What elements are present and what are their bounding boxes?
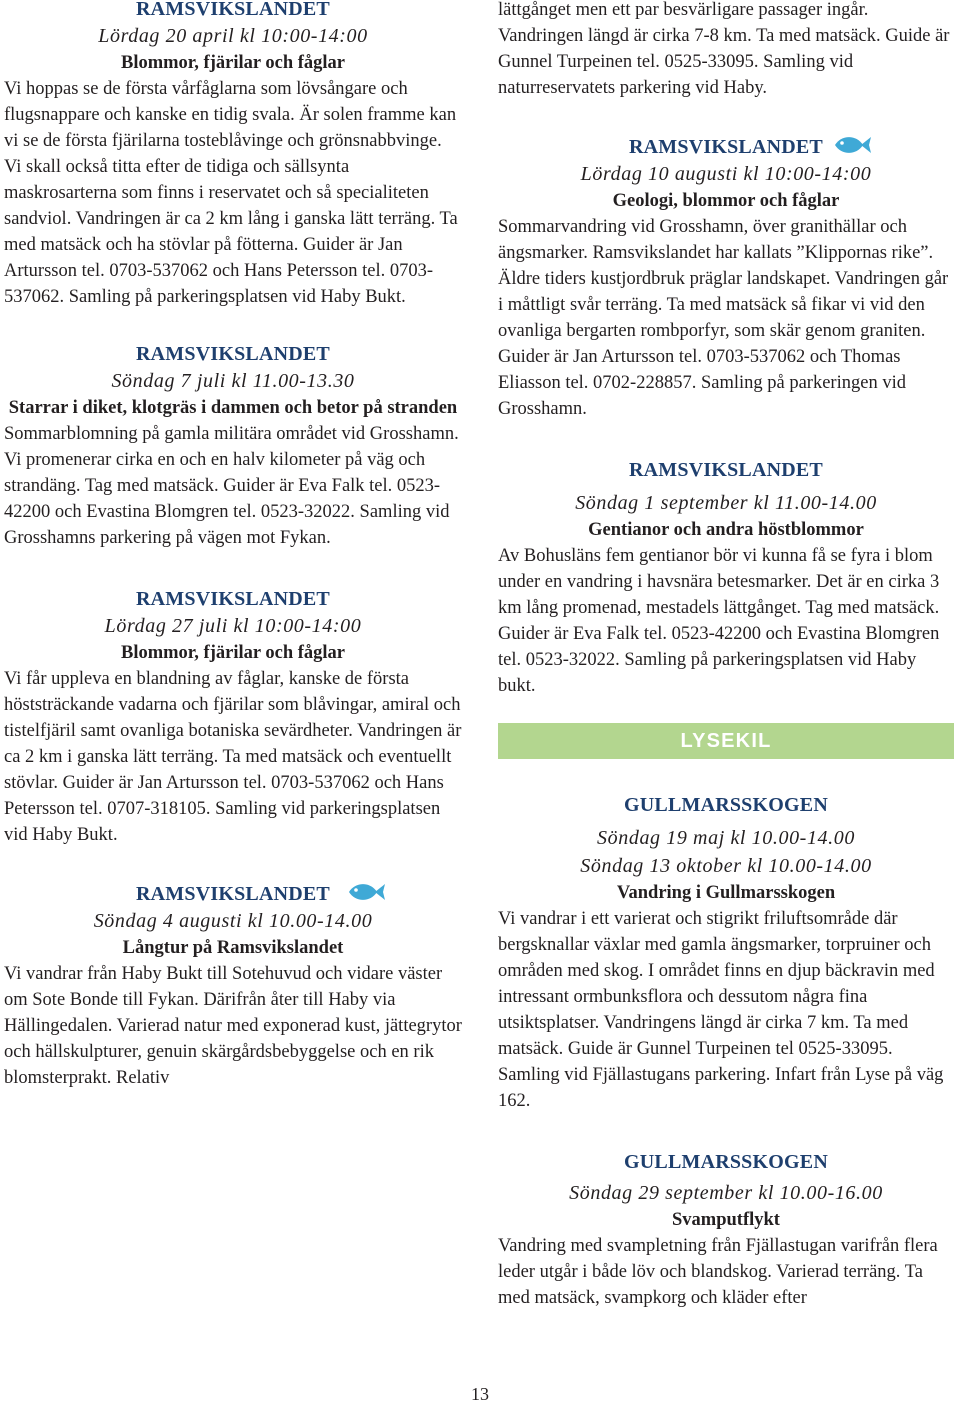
continued-text: lättgånget men ett par besvärligare passager ingår. Vandringen längd är cirka 7-8 km. Ta med matsäck. Guide är Gunnel Turpeinen tel. 0525-33095. Samling vid naturreservatets parkering vid Haby. (498, 0, 950, 98)
event-description: Vi vandrar från Haby Bukt till Sotehuvud och vidare väster om Sote Bonde till Fykan. Därifrån åter till Haby via Hällingedalen. Varierad natur med exponerad kust, jättegrytor och hällskulpturer, genuin skärgårdsbebyggelse och en rik blomsterprakt. Relativ (4, 964, 462, 1088)
fish-icon (346, 880, 386, 904)
event-1-september (498, 458, 954, 699)
fish-icon (832, 133, 872, 157)
event-date: Söndag 1 september kl 11.00-14.00 (575, 492, 877, 514)
event-description: Vandring med svampletning från Fjällastugan varifrån flera leder utgår i både löv och blandskog. Varierad terräng. Ta med matsäck, svampkorg och kläder efter (498, 1236, 938, 1308)
event-title: Gentianor och andra höstblommor (588, 520, 864, 540)
site-heading: RAMSVIKSLANDET (136, 883, 330, 905)
event-title: Blommor, fjärilar och fåglar (120, 643, 345, 663)
event-title: Starrar i diket, klotgräs i dammen och betor på stranden (8, 398, 458, 418)
site-heading: GULLMARSSKOGEN (624, 794, 828, 816)
event-date: Lördag 27 juli kl 10:00-14:00 (104, 615, 362, 637)
event-date: Söndag 29 september kl 10.00-16.00 (569, 1182, 883, 1204)
event-gullmarsskogen-vandring (498, 793, 954, 1114)
left-column (4, 0, 462, 1121)
event-7-juli (4, 342, 462, 551)
site-heading-row (498, 135, 954, 160)
event-date: Söndag 7 juli kl 11.00-13.30 (111, 370, 355, 392)
site-heading: RAMSVIKSLANDET (629, 136, 823, 158)
event-description: Sommarblomning på gamla militära området vid Grosshamn. Vi promenerar cirka en och en halv kilometer på väg och strandäng. Tag med matsäck. Guider är Eva Falk tel. 0523-42200 och Evastina Blomgren tel. 0523-32022. Samling vid Grosshamns parkering på vägen mot Fykan. (4, 424, 459, 548)
event-description: Sommarvandring vid Grosshamn, över granithällar och ängsmarker. Ramsvikslandet har kallats ”Klippornas rike”. Äldre tiders kustjordbruk präglar landskapet. Vandringen går i måttligt svår terräng. Ta med matsäck så fikar vi vid den ovanliga bergarten rombporfyr, som skär genom graniten. Guider är Jan Artursson tel. 0703-537062 och Thomas Eliasson tel. 0702-228857. Samling på parkeringen vid Grosshamn. (498, 217, 949, 419)
event-date-2: Söndag 13 oktober kl 10.00-14.00 (580, 855, 872, 877)
event-description: Vi får uppleva en blandning av fåglar, kanske de första höststräckande vadarna och fjärilar som blåvingar, amiral och tistelfjäril samt ovanliga botaniska sevärdheter. Vandringen är ca 2 km i ganska lätt terräng. Ta med matsäck och eventuellt stövlar. Guider är Jan Artursson tel. 0703-537062 och Hans Petersson tel. 0707-318105. Samling vid parkeringsplatsen vid Haby Bukt. (4, 669, 462, 845)
site-heading: RAMSVIKSLANDET (136, 343, 330, 365)
event-date: Lördag 20 april kl 10:00-14:00 (98, 25, 368, 47)
region-banner-lysekil: LYSEKIL (498, 723, 954, 759)
event-4-augusti (4, 882, 462, 1091)
event-title: Blommor, fjärilar och fåglar (120, 53, 345, 73)
event-title: Vandring i Gullmarsskogen (616, 883, 836, 903)
right-column (498, 0, 954, 1341)
site-heading: GULLMARSSKOGEN (624, 1151, 828, 1173)
site-heading: RAMSVIKSLANDET (136, 0, 330, 20)
page-number: 13 (471, 1384, 489, 1404)
event-description: Vi hoppas se de första vårfåglarna som lövsångare och flugsnappare och kanske en tidig svala. Är solen framme kan vi se de första fjärilarna tosteblåvinge och grönsnabbvinge. Vi skall också titta efter de tidiga och sällsynta maskrosarterna som finns i reservatet och så specialiteten sandviol. Vandringen är ca 2 km lång i ganska lätt terräng. Ta med matsäck och ha stövlar på fötterna. Guider är Jan Artursson tel. 0703-537062 och Hans Petersson tel. 0703-537062. Samling på parkeringsplatsen vid Haby Bukt. (4, 79, 458, 307)
event-description: Vi vandrar i ett varierat och stigrikt friluftsområde där bergsknallar växlar med gamla ängsmarker, torpruiner och områden med skog. I området finns en djup bäckravin med intressant ormbunksflora och dessutom några fina utsiktsplatser. Vandringens längd är cirka 7 km. Ta med matsäck. Guide är Gunnel Turpeinen tel 0525-33095. Samling vid Fjällastugans parkering. Infart från Lyse på väg 162. (498, 909, 944, 1111)
event-date: Lördag 10 augusti kl 10:00-14:00 (580, 163, 872, 185)
site-heading-row (4, 882, 462, 907)
event-title: Geologi, blommor och fåglar (612, 191, 840, 211)
event-27-juli (4, 587, 462, 848)
site-heading: RAMSVIKSLANDET (629, 459, 823, 481)
event-20-april (4, 0, 462, 310)
event-description: Av Bohusläns fem gentianor bör vi kunna få se fyra i blom under en vandring i havsnära betesmarker. Det är en cirka 3 km lång promenad, mestadels lättgånget. Tag med matsäck. Guider är Eva Falk tel. 0523-42200 och Evastina Blomgren tel. 0523-32022. Samling på parkeringsplatsen vid Haby bukt. (498, 546, 940, 696)
event-date: Söndag 4 augusti kl 10.00-14.00 (93, 910, 373, 932)
event-date: Söndag 19 maj kl 10.00-14.00 (597, 827, 855, 849)
event-svamputflykt (498, 1150, 954, 1311)
event-title: Svamputflykt (672, 1210, 780, 1230)
site-heading: RAMSVIKSLANDET (136, 588, 330, 610)
event-title: Långtur på Ramsvikslandet (122, 938, 344, 958)
event-10-augusti (498, 135, 954, 422)
